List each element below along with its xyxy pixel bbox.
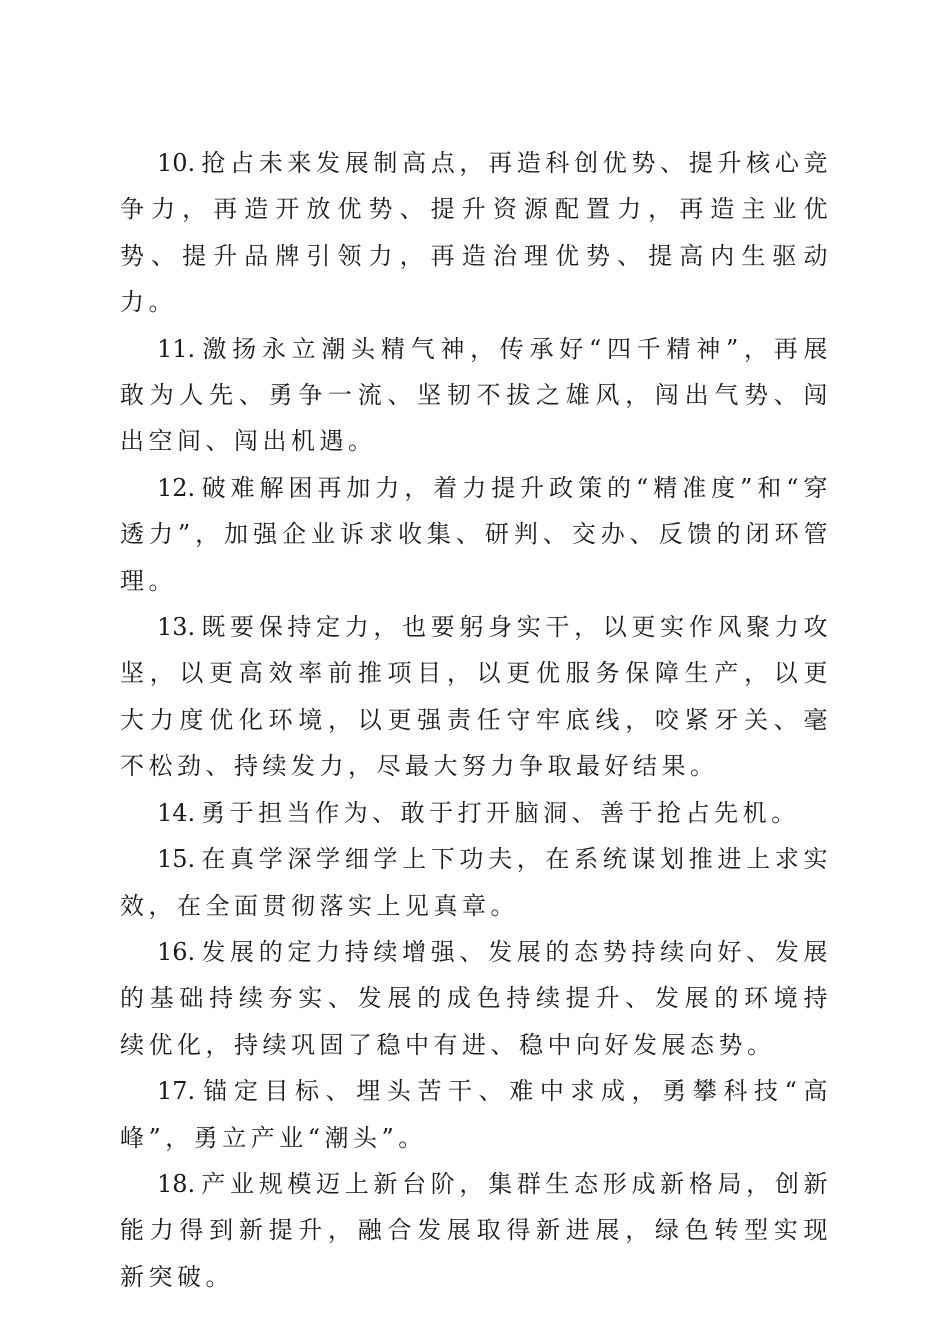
paragraph-text: 产业规模迈上新台阶，集群生态形成新格局，创新能力得到新提升，融合发展取得新进展，绿色转型实现新突破。 bbox=[120, 1169, 832, 1291]
paragraph-number: 16. bbox=[157, 937, 196, 966]
paragraph-text: 勇于担当作为、敢于打开脑洞、善于抢占先机。 bbox=[201, 798, 800, 827]
paragraph-16 bbox=[120, 929, 832, 1068]
paragraph-11 bbox=[120, 326, 832, 465]
paragraph-text: 破难解困再加力，着力提升政策的“精准度”和“穿透力”，加强企业诉求收集、研判、交办、反馈的闭环管理。 bbox=[120, 473, 832, 595]
paragraph-number: 18. bbox=[157, 1169, 196, 1198]
paragraph-number: 17. bbox=[157, 1077, 196, 1106]
paragraph-10 bbox=[120, 140, 832, 326]
paragraph-text: 发展的定力持续增强、发展的态势持续向好、发展的基础持续夯实、发展的成色持续提升、发展的环境持续优化，持续巩固了稳中有进、稳中向好发展态势。 bbox=[120, 937, 832, 1059]
paragraph-number: 10. bbox=[157, 149, 196, 177]
paragraph-number: 12. bbox=[157, 473, 196, 502]
paragraph-text: 激扬永立潮头精气神，传承好“四千精神”，再展敢为人先、勇争一流、坚韧不拔之雄风，闯出气势、闯出空间、闯出机遇。 bbox=[120, 334, 832, 456]
paragraph-13 bbox=[120, 604, 832, 790]
paragraph-number: 13. bbox=[157, 613, 196, 642]
paragraph-14 bbox=[120, 790, 832, 836]
paragraph-12 bbox=[120, 465, 832, 604]
paragraph-text: 抢占未来发展制高点，再造科创优势、提升核心竞争力，再造开放优势、提升资源配置力，再造主业优势、提升品牌引领力，再造治理优势、提高内生驱动力。 bbox=[120, 149, 832, 317]
paragraph-number: 15. bbox=[157, 845, 196, 874]
paragraph-number: 14. bbox=[157, 798, 196, 827]
paragraph-text: 锚定目标、埋头苦干、难中求成，勇攀科技“高峰”，勇立产业“潮头”。 bbox=[120, 1077, 832, 1152]
paragraph-18 bbox=[120, 1161, 832, 1300]
paragraph-text: 既要保持定力，也要躬身实干，以更实作风聚力攻坚，以更高效率前推项目，以更优服务保障生产，以更大力度优化环境，以更强责任守牢底线，咬紧牙关、毫不松劲、持续发力，尽最大努力争取最好结果。 bbox=[120, 613, 832, 781]
paragraph-15 bbox=[120, 836, 832, 929]
paragraph-number: 11. bbox=[157, 334, 196, 363]
document-body bbox=[120, 140, 832, 1300]
paragraph-17 bbox=[120, 1068, 832, 1161]
paragraph-text: 在真学深学细学上下功夫，在系统谋划推进上求实效，在全面贯彻落实上见真章。 bbox=[120, 845, 832, 920]
